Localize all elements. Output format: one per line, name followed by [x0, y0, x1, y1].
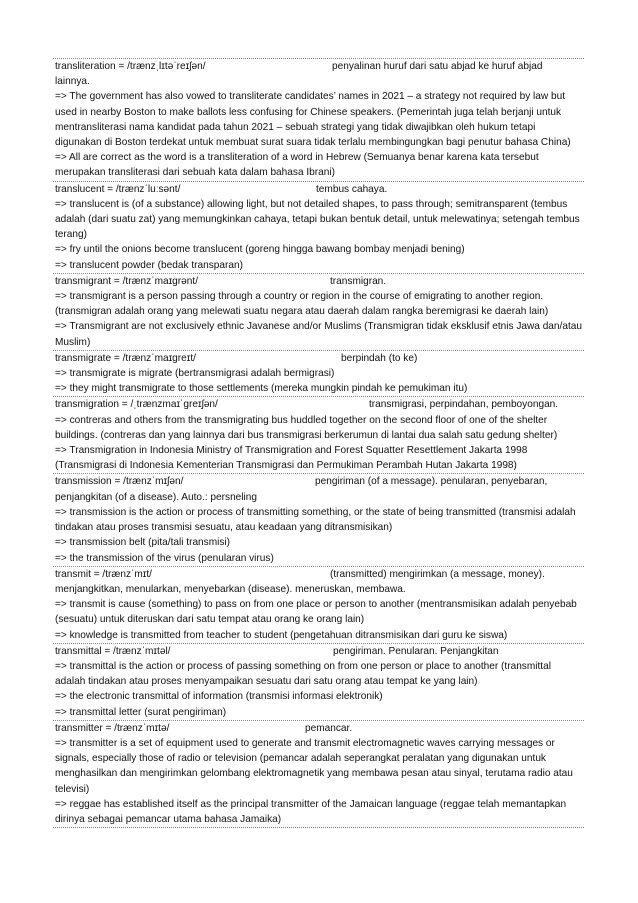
glossary-entry: [53, 397, 584, 474]
entry-heading: [55, 274, 582, 289]
entry-term: transliteration = /trænzˌlɪtəˈreɪʃən/: [55, 61, 206, 72]
entry-example: => All are correct as the word is a transliteration of a word in Hebrew (Semuanya benar karena kata tersebut merupakan transliterasi dari sebuah kata dalam bahasa Ibrani): [55, 152, 539, 179]
glossary-entry: [53, 567, 584, 644]
entry-heading: [55, 474, 582, 489]
entry-example: => transmit is cause (something) to pass on from one place or person to another (mentransmisikan adalah penyebab (sesuatu) untuk diteruskan dari satu tempat atau orang ke orang lain): [55, 599, 577, 626]
entry-term: transmigrate = /trænzˈmaɪgreɪt/: [55, 352, 196, 364]
entry-example: => transmigrate is migrate (bertransmigrasi adalah bermigrasi): [55, 368, 335, 380]
entry-example: => Transmigration in Indonesia Ministry of Transmigration and Forest Squatter Resettlement Jakarta 1998 (Transmigrasi di Indonesia Kementerian Transmigrasi dan Permukiman Perambah Hutan Jakarta 1998): [55, 445, 528, 472]
entry-example: => The government has also vowed to transliterate candidates’ names in 2021 – a strategy not required by law but used in nearby Boston to make ballots less confusing for Chinese speakers. (Pemerintah juga telah berjanji untuk mentransliterasi nama kandidat pada tahun 2021 – sebuah strategi yang tidak diwajibkan oleh hukum tetapi digunakan di Boston terdekat untuk membuat surat suara tidak terlalu membingungkan bagi penutur bahasa China): [55, 91, 571, 149]
entry-example: => the electronic transmittal of information (transmisi informasi elektronik): [55, 691, 383, 703]
entry-example: => transmission belt (pita/tali transmisi): [55, 537, 231, 549]
entry-example: => they might transmigrate to those settlements (mereka mungkin pindah ke pemukiman itu): [55, 383, 468, 395]
entry-term: transmigration = /ˌtrænzmaɪˈgreɪʃən/: [55, 399, 218, 411]
entry-example: => transmigrant is a person passing through a country or region in the course of emigrating to another region. (transmigran adalah orang yang melewati suatu negara atau daerah dalam rangka beremigrasi ke daerah lain): [55, 291, 549, 318]
entry-term: translucent = /trænzˈluːsənt/: [55, 183, 181, 195]
glossary-entry: [53, 351, 584, 398]
entry-meaning: transmigrasi, perpindahan, pemboyongan.: [369, 399, 559, 411]
glossary-entry: [53, 182, 584, 274]
entry-meaning: penyalinan huruf dari satu abjad ke huruf abjad: [332, 61, 543, 72]
entry-example: => contreras and others from the transmigrating bus huddled together on the second floor of one of the shelter buildings. (contreras dan yang lainnya dari bus transmigrasi berkerumun di lantai dua salah satu gedung shelter): [55, 414, 558, 441]
entry-meaning: (transmitted) mengirimkan (a message, money).: [330, 568, 545, 580]
entry-heading: [55, 567, 582, 582]
entry-term: transmit = /trænzˈmɪt/: [55, 568, 152, 580]
glossary-entry: [53, 474, 584, 566]
entry-example: => translucent powder (bedak transparan): [55, 259, 243, 271]
entry-term: transmigrant = /trænzˈmaɪgrənt/: [55, 275, 198, 287]
entry-example: => transmitter is a set of equipment used to generate and transmit electromagnetic waves carrying messages or signals, especially those of radio or television (pemancar adalah seperangkat peralatan yang digunakan untuk menghasilkan dan mengirimkan gelombang elektromagnetik yang membawa pesan atau sinyal, terutama radio atau televisi): [55, 737, 573, 795]
entry-heading: [55, 721, 582, 736]
entry-heading: [55, 644, 582, 659]
entry-example: => the transmission of the virus (penularan virus): [55, 552, 274, 564]
entry-meaning: transmigran.: [330, 275, 387, 287]
glossary-entry: [53, 644, 584, 721]
entry-heading: [55, 351, 582, 366]
entry-term: transmitter = /trænzˈmɪtə/: [55, 722, 170, 734]
entry-meaning-continued: penjangkitan (of a disease). Auto.: persneling: [55, 491, 258, 503]
entry-example: => transmittal is the action or process of passing something on from one person or place to another (transmittal adalah tindakan atau proses menyampaikan sesuatu dari satu orang atau tempat ke yang lain): [55, 660, 551, 688]
entry-meaning-continued: menjangkitkan, menularkan, menyebarkan (disease). meneruskan, membawa.: [55, 583, 406, 595]
entry-heading: [55, 182, 582, 197]
glossary-entry: [53, 58, 584, 182]
entry-example: => translucent is (of a substance) allowing light, but not detailed shapes, to pass through; semitransparent (tembus adalah (dari suatu zat) yang memungkinkan cahaya, tetapi bukan bentuk detail, untuk melewatinya; setengah tembus terang): [55, 198, 580, 241]
entry-meaning: pengiriman. Penularan. Penjangkitan: [333, 645, 499, 657]
entry-example: => transmission is the action or process of transmitting something, or the state of being transmitted (transmisi adalah tindakan atau proses transmisi sesuatu, atau keadaan yang ditransmisikan): [55, 506, 576, 534]
glossary-entry: [53, 721, 584, 828]
entry-example: => Transmigrant are not exclusively ethnic Javanese and/or Muslims (Transmigran tidak eksklusif etnis Jawa dan/atau Muslim): [55, 321, 582, 348]
entry-example: => fry until the onions become translucent (goreng hingga bawang bombay menjadi bening): [55, 244, 465, 256]
entry-example: => transmittal letter (surat pengiriman): [55, 706, 227, 718]
glossary-page: [53, 58, 584, 828]
entry-meaning: pengiriman (of a message). penularan, penyebaran,: [315, 476, 548, 488]
entry-example: => knowledge is transmitted from teacher to student (pengetahuan ditransmisikan dari guru ke siswa): [55, 629, 508, 641]
entry-term: transmission = /trænzˈmɪʃən/: [55, 476, 184, 488]
entry-term: transmittal = /trænzˈmɪtəl/: [55, 645, 171, 657]
entry-meaning: berpindah (to ke): [341, 352, 418, 364]
entry-meaning: pemancar.: [305, 722, 353, 734]
entry-meaning: tembus cahaya.: [316, 183, 388, 195]
entry-heading: [55, 59, 582, 74]
entry-heading: [55, 397, 582, 412]
glossary-entry: [53, 274, 584, 351]
entry-example: => reggae has established itself as the principal transmitter of the Jamaican language (reggae telah memantapkan dirinya sebagai pemancar utama bahasa Jamaika): [55, 798, 567, 825]
entry-meaning-continued: lainnya.: [55, 76, 90, 88]
